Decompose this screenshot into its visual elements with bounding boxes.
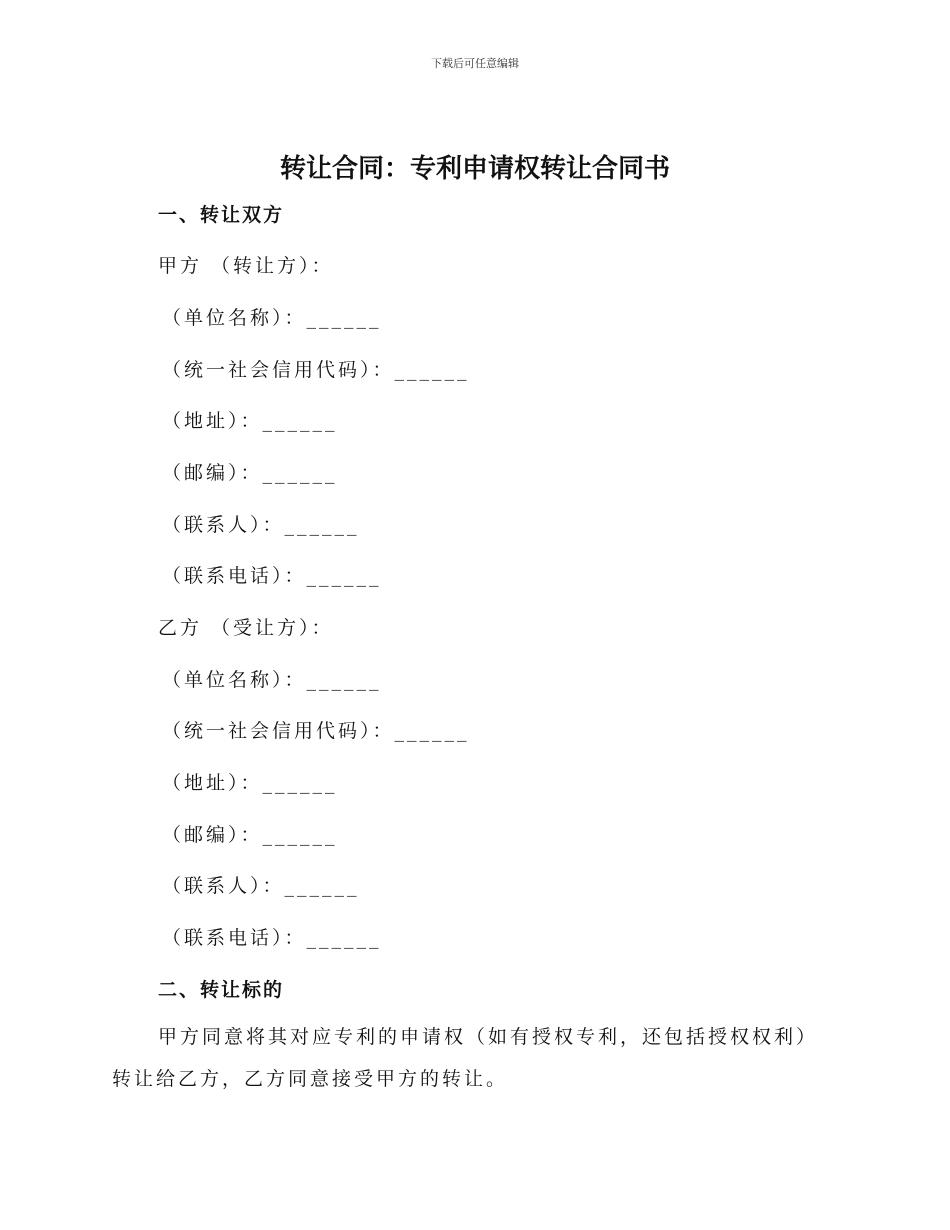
party-a-address: （地址）：______	[162, 410, 338, 432]
document-title: 转让合同：专利申请权转让合同书	[279, 154, 670, 184]
party-a-credit-code: （统一社会信用代码）：______	[162, 359, 470, 381]
party-a-label: 甲方 （转让方）：	[158, 255, 334, 277]
party-b-credit-code: （统一社会信用代码）：______	[162, 720, 470, 742]
party-b-unit-name: （单位名称）：______	[162, 669, 382, 691]
party-a-postcode: （邮编）：______	[162, 462, 338, 484]
party-b-label: 乙方 （受让方）：	[158, 617, 334, 639]
party-a-unit-name: （单位名称）：______	[162, 307, 382, 329]
party-b-postcode: （邮编）：______	[162, 824, 338, 846]
subject-paragraph: 甲方同意将其对应专利的申请权（如有授权专利，还包括授权权利）转让给乙方，乙方同意接受甲方的转让。	[112, 1026, 819, 1090]
party-a-contact: （联系人）：______	[162, 514, 360, 536]
header-note: 下载后可任意编辑	[431, 57, 519, 70]
party-a-phone: （联系电话）：______	[162, 565, 382, 587]
section-heading-parties: 一、转让双方	[158, 204, 285, 226]
section-heading-subject: 二、转让标的	[158, 979, 285, 1001]
party-b-contact: （联系人）：______	[162, 875, 360, 897]
party-b-address: （地址）：______	[162, 772, 338, 794]
party-b-phone: （联系电话）：______	[162, 927, 382, 949]
